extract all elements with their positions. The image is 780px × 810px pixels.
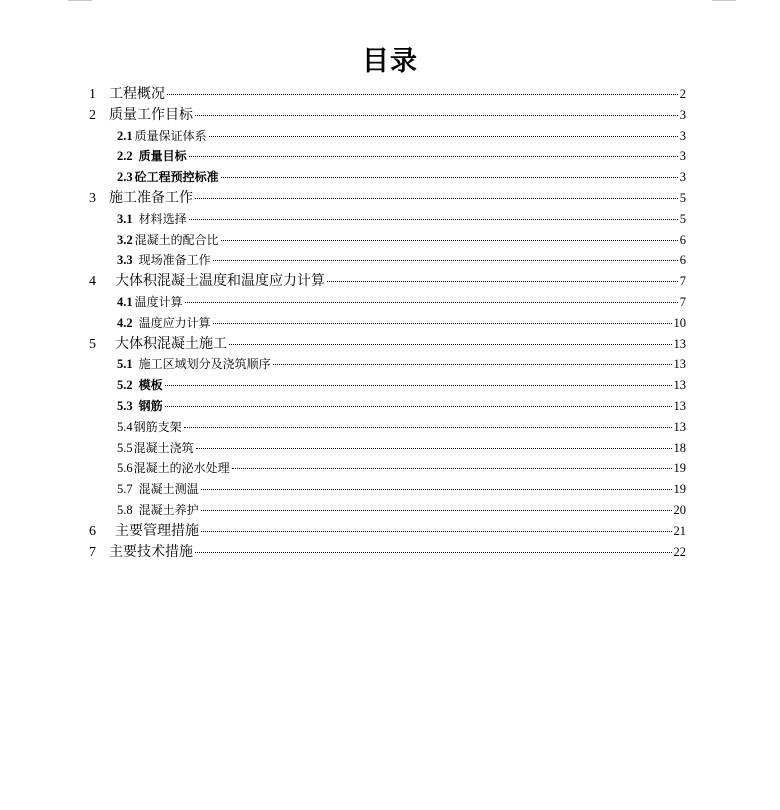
dot-leader: [184, 427, 672, 428]
crop-mark-right: [712, 0, 736, 1]
toc-entry-title: 工程概况: [109, 86, 165, 102]
toc-entry-title: 质量工作目标: [109, 106, 193, 123]
toc-entry-title: 施工准备工作: [109, 189, 193, 206]
toc-entry[interactable]: [89, 271, 686, 292]
toc-entry-number: 3.1: [117, 211, 133, 226]
toc-entry-title: 钢筋支架: [133, 419, 182, 434]
dot-leader: [185, 302, 678, 303]
toc-entry-page: 13: [673, 419, 686, 434]
toc-entry-title: 现场准备工作: [138, 253, 211, 268]
toc-subentry[interactable]: [89, 479, 686, 500]
page-title: 目录: [362, 46, 418, 77]
toc-subentry[interactable]: [89, 209, 686, 230]
toc-entry[interactable]: [89, 188, 686, 209]
toc-entry-page: 7: [679, 294, 686, 309]
dot-leader: [201, 510, 672, 511]
toc-entry-title: 大体积混凝土施工: [115, 335, 227, 352]
dot-leader: [229, 344, 672, 345]
toc-entry-number: 5: [89, 336, 96, 352]
toc-entry-number: 5.8: [117, 502, 133, 517]
dot-leader: [195, 115, 678, 116]
toc-entry[interactable]: [89, 542, 686, 563]
toc-entry-page: 7: [679, 274, 686, 289]
toc-subentry[interactable]: [89, 126, 686, 147]
toc-subentry[interactable]: [89, 250, 686, 271]
toc-subentry[interactable]: [89, 438, 686, 459]
toc-entry-page: 3: [679, 149, 686, 164]
toc-entry-page: 3: [679, 170, 686, 185]
toc-entry-title: 混凝土的配合比: [134, 232, 219, 247]
toc-entry-page: 6: [679, 253, 686, 268]
toc-entry-number: 3: [89, 190, 96, 206]
toc-entry[interactable]: [89, 105, 686, 126]
toc-subentry[interactable]: [89, 354, 686, 375]
dot-leader: [165, 385, 672, 386]
toc-entry-page: 3: [679, 107, 686, 122]
toc-entry-page: 10: [673, 315, 686, 330]
dot-leader: [221, 240, 678, 241]
toc-entry-number: 1: [89, 87, 96, 102]
dot-leader: [221, 177, 678, 178]
toc-entry-number: 2.1: [117, 128, 133, 143]
toc-entry-page: 3: [679, 128, 686, 143]
toc-entry-number: 4.2: [117, 315, 133, 330]
toc-entry-page: 20: [673, 502, 686, 517]
toc-entry-title: 混凝土的泌水处理: [133, 461, 230, 476]
toc-entry-title: 质量保证体系: [134, 128, 207, 143]
toc-entry-page: 2: [679, 87, 686, 101]
toc-subentry[interactable]: [89, 292, 686, 313]
dot-leader: [232, 468, 672, 469]
toc-entry-page: 5: [679, 211, 686, 226]
toc-subentry[interactable]: [89, 500, 686, 521]
dot-leader: [213, 323, 672, 324]
toc-entry-title: 模板: [138, 378, 163, 393]
toc-subentry[interactable]: [89, 230, 686, 251]
toc-entry-number: 5.4: [117, 419, 133, 434]
toc-entry[interactable]: [89, 334, 686, 355]
toc-entry-number: 7: [89, 544, 96, 560]
toc-subentry[interactable]: [89, 396, 686, 417]
toc-entry-page: 13: [673, 357, 686, 372]
table-of-contents: [89, 84, 686, 562]
toc-subentry[interactable]: [89, 167, 686, 188]
toc-subentry[interactable]: [89, 313, 686, 334]
toc-subentry[interactable]: [89, 375, 686, 396]
toc-entry-page: 5: [679, 190, 686, 205]
toc-entry-title: 大体积混凝土温度和温度应力计算: [115, 273, 325, 290]
dot-leader: [167, 94, 678, 95]
toc-subentry[interactable]: [89, 146, 686, 167]
dot-leader: [195, 552, 672, 553]
toc-entry-page: 13: [673, 398, 686, 413]
toc-subentry[interactable]: [89, 417, 686, 438]
toc-entry-title: 混凝土养护: [138, 502, 199, 517]
toc-entry-number: 4.1: [117, 294, 133, 309]
dot-leader: [213, 260, 678, 261]
toc-entry-number: 5.1: [117, 357, 133, 372]
dot-leader: [195, 198, 678, 199]
dot-leader: [201, 489, 672, 490]
toc-entry-number: 2.3: [117, 170, 133, 185]
toc-entry-page: 19: [673, 461, 686, 476]
toc-entry-title: 材料选择: [138, 211, 187, 226]
toc-entry-title: 混凝土浇筑: [133, 440, 194, 455]
dot-leader: [209, 136, 678, 137]
toc-entry-title: 温度计算: [134, 294, 183, 309]
toc-entry-title: 混凝土测温: [138, 482, 199, 497]
toc-entry-page: 18: [673, 440, 686, 455]
toc-entry-number: 3.2: [117, 232, 133, 247]
toc-entry-number: 6: [89, 523, 96, 539]
toc-entry-page: 22: [673, 544, 686, 559]
dot-leader: [201, 531, 672, 532]
dot-leader: [327, 281, 678, 282]
toc-entry-number: 2: [89, 107, 96, 123]
dot-leader: [196, 448, 672, 449]
toc-entry[interactable]: [89, 84, 686, 105]
toc-entry-page: 6: [679, 232, 686, 247]
crop-mark-left: [68, 0, 92, 1]
toc-entry-number: 5.6: [117, 461, 133, 476]
dot-leader: [273, 364, 672, 365]
dot-leader: [165, 406, 672, 407]
toc-entry-page: 19: [673, 482, 686, 497]
toc-entry-number: 5.7: [117, 482, 133, 497]
dot-leader: [189, 219, 678, 220]
toc-entry-number: 5.3: [117, 398, 133, 413]
toc-entry-page: 13: [673, 378, 686, 393]
toc-entry-title: 主要管理措施: [115, 522, 199, 539]
toc-entry-title: 砼工程预控标准: [134, 170, 219, 185]
toc-entry-page: 21: [673, 523, 686, 538]
toc-entry-number: 5.5: [117, 440, 133, 455]
toc-entry-number: 4: [89, 274, 96, 290]
toc-entry-number: 3.3: [117, 253, 133, 268]
toc-subentry[interactable]: [89, 458, 686, 479]
toc-entry-number: 5.2: [117, 378, 133, 393]
toc-entry-number: 2.2: [117, 149, 133, 164]
toc-entry-title: 温度应力计算: [138, 315, 211, 330]
toc-entry-title: 质量目标: [138, 149, 187, 164]
toc-entry[interactable]: [89, 521, 686, 542]
dot-leader: [189, 156, 678, 157]
toc-entry-title: 施工区域划分及浇筑顺序: [138, 357, 271, 372]
toc-entry-title: 主要技术措施: [109, 543, 193, 560]
toc-entry-page: 13: [673, 336, 686, 351]
toc-entry-title: 钢筋: [138, 398, 163, 413]
